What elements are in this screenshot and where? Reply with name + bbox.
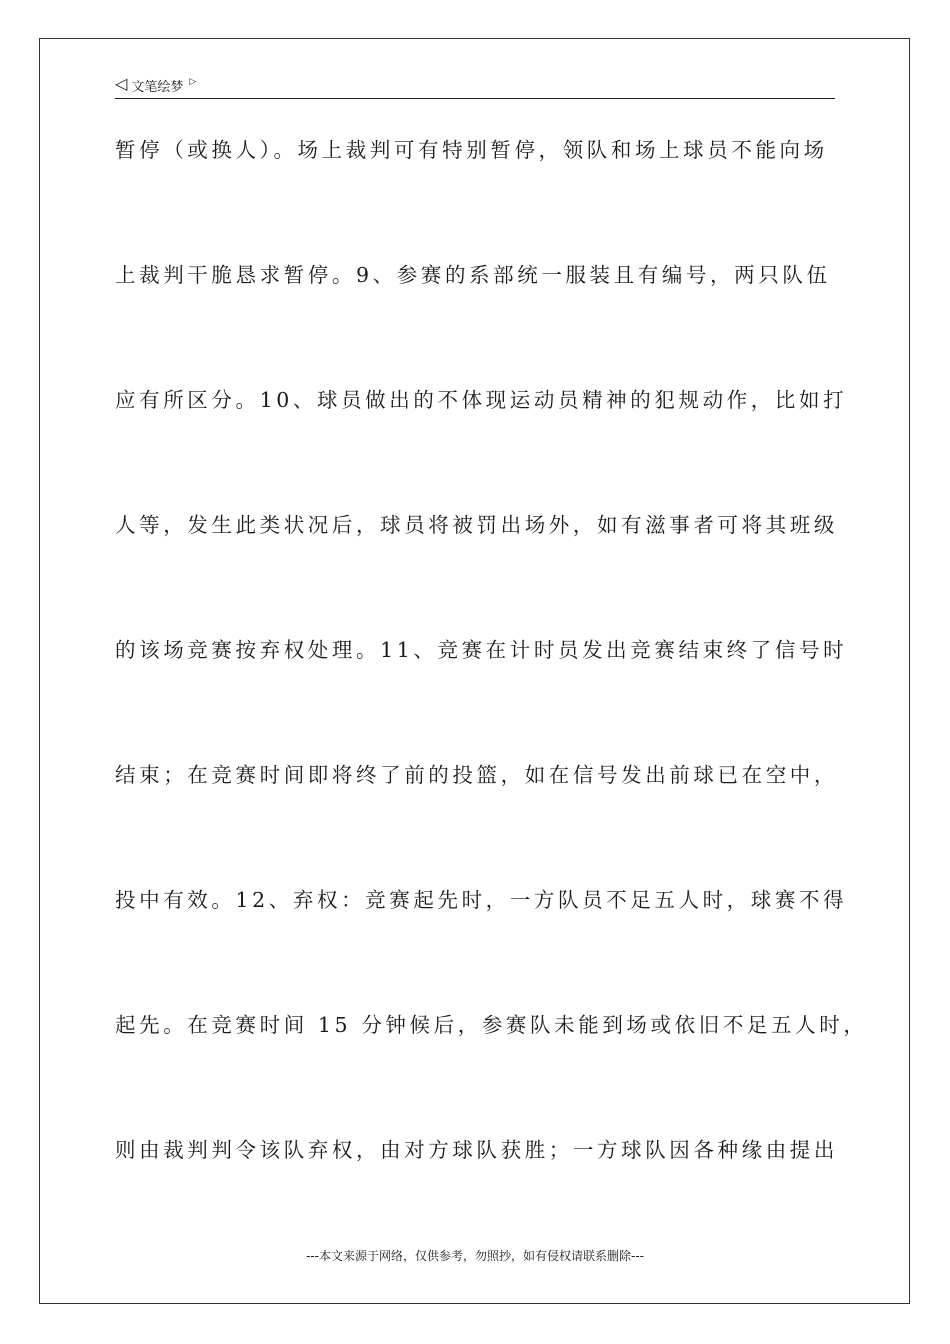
header-title: 文笔绘梦 [131,79,184,95]
body-line: 暂停（或换人）。场上裁判可有特别暂停，领队和场上球员不能向场 [115,138,828,162]
page-header [115,72,835,99]
body-line: 的该场竞赛按弃权处理。11、竞赛在计时员发出竞赛结束终了信号时 [115,638,848,662]
body-line: 结束；在竞赛时间即将终了前的投篮，如在信号发出前球已在空中， [115,763,838,787]
body-line: 上裁判干脆恳求暂停。9、参赛的系部统一服装且有编号，两只队伍 [115,263,831,287]
body-line: 则由裁判判令该队弃权，由对方球队获胜；一方球队因各种缘由提出 [115,1138,838,1162]
triangle-right-icon: ▷ [189,77,197,87]
document-body [115,108,868,1233]
triangle-left-icon: ◁ [115,74,128,93]
page-footer: ---本文来源于网络，仅供参考，勿照抄，如有侵权请联系删除--- [306,1249,644,1263]
body-line: 起先。在竞赛时间 15 分钟候后，参赛队未能到场或依旧不足五人时， [115,1013,868,1037]
body-line: 应有所区分。10、球员做出的不体现运动员精神的犯规动作，比如打 [115,388,848,412]
body-line: 人等，发生此类状况后，球员将被罚出场外，如有滋事者可将其班级 [115,513,838,537]
body-line: 投中有效。12、弃权：竞赛起先时，一方队员不足五人时，球赛不得 [115,888,848,912]
